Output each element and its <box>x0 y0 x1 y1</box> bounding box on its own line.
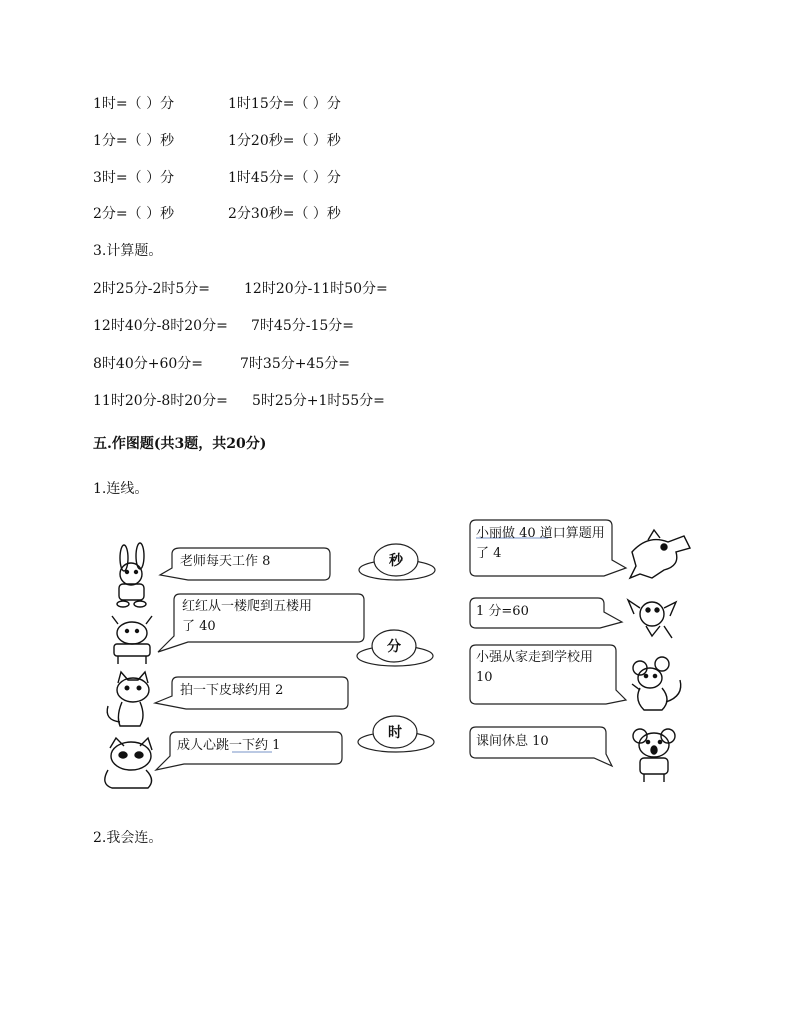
cat-icon <box>107 672 149 726</box>
conversion-4-left: 2分=（ ）秒 <box>93 206 175 222</box>
unit-label-hour: 时 <box>388 725 402 741</box>
conversion-4-right: 2分30秒=（ ）秒 <box>228 206 341 222</box>
calc-1-left: 2时25分-2时5分= <box>93 281 210 297</box>
calc-4-right: 5时25分+1时55分= <box>252 393 385 409</box>
rabbit-icon <box>117 543 146 607</box>
section5-title: 五.作图题(共3题，共20分) <box>93 436 267 452</box>
raccoon-icon <box>105 738 152 788</box>
right-bubble-2-line1: 1 分=60 <box>476 604 529 619</box>
question-1-title: 1.连线。 <box>93 481 149 497</box>
left-bubble-2-text <box>182 597 312 637</box>
calc-2-right: 7时45分-15分= <box>251 318 354 334</box>
right-bubble-3-line1: 小强从家走到学校用 <box>476 650 594 665</box>
right-bubble-2-text <box>476 602 529 622</box>
bird-icon <box>628 600 676 638</box>
left-bubble-2-line2: 了 40 <box>182 619 216 634</box>
koala-icon <box>633 729 675 782</box>
unit-label-minute: 分 <box>387 639 401 655</box>
left-bubble-3-line1: 拍一下皮球约用 2 <box>180 683 284 698</box>
left-bubble-1-text <box>180 552 270 572</box>
unit-label-second: 秒 <box>389 553 403 569</box>
right-bubble-4-text <box>476 732 549 752</box>
left-bubble-3-text <box>180 681 283 701</box>
left-bubble-4-line1: 成人心跳一下约 1 <box>177 738 281 753</box>
conversion-3-right: 1时45分=（ ）分 <box>228 170 341 186</box>
conversion-1-left: 1时=（ ）分 <box>93 96 175 112</box>
question-2-title: 2.我会连。 <box>93 830 163 846</box>
right-bubble-1-text <box>476 524 605 564</box>
calc-3-right: 7时35分+45分= <box>240 356 350 372</box>
calc-1-right: 12时20分-11时50分= <box>244 281 388 297</box>
dragon-icon <box>630 530 690 578</box>
right-bubble-3-text <box>476 648 593 688</box>
calc-title: 3.计算题。 <box>93 243 163 259</box>
left-bubble-2-line1: 红红从一楼爬到五楼用 <box>182 599 313 614</box>
left-bubble-4-text <box>177 736 280 756</box>
calc-4-left: 11时20分-8时20分= <box>93 393 228 409</box>
right-bubble-3-line2: 10 <box>476 670 493 685</box>
mouse-icon <box>632 657 681 710</box>
calc-3-left: 8时40分+60分= <box>93 356 203 372</box>
left-bubble-1-line1: 老师每天工作 8 <box>180 554 271 569</box>
calc-2-left: 12时40分-8时20分= <box>93 318 228 334</box>
conversion-2-right: 1分20秒=（ ）秒 <box>228 133 341 149</box>
conversion-3-left: 3时=（ ）分 <box>93 170 175 186</box>
right-bubble-4-line1: 课间休息 10 <box>476 734 549 749</box>
conversion-2-left: 1分=（ ）秒 <box>93 133 175 149</box>
right-bubble-1-line2: 了 4 <box>476 546 502 561</box>
conversion-1-right: 1时15分=（ ）分 <box>228 96 341 112</box>
cow-icon <box>112 616 152 664</box>
right-bubble-1-line1: 小丽做 40 道口算题用 <box>476 526 605 541</box>
